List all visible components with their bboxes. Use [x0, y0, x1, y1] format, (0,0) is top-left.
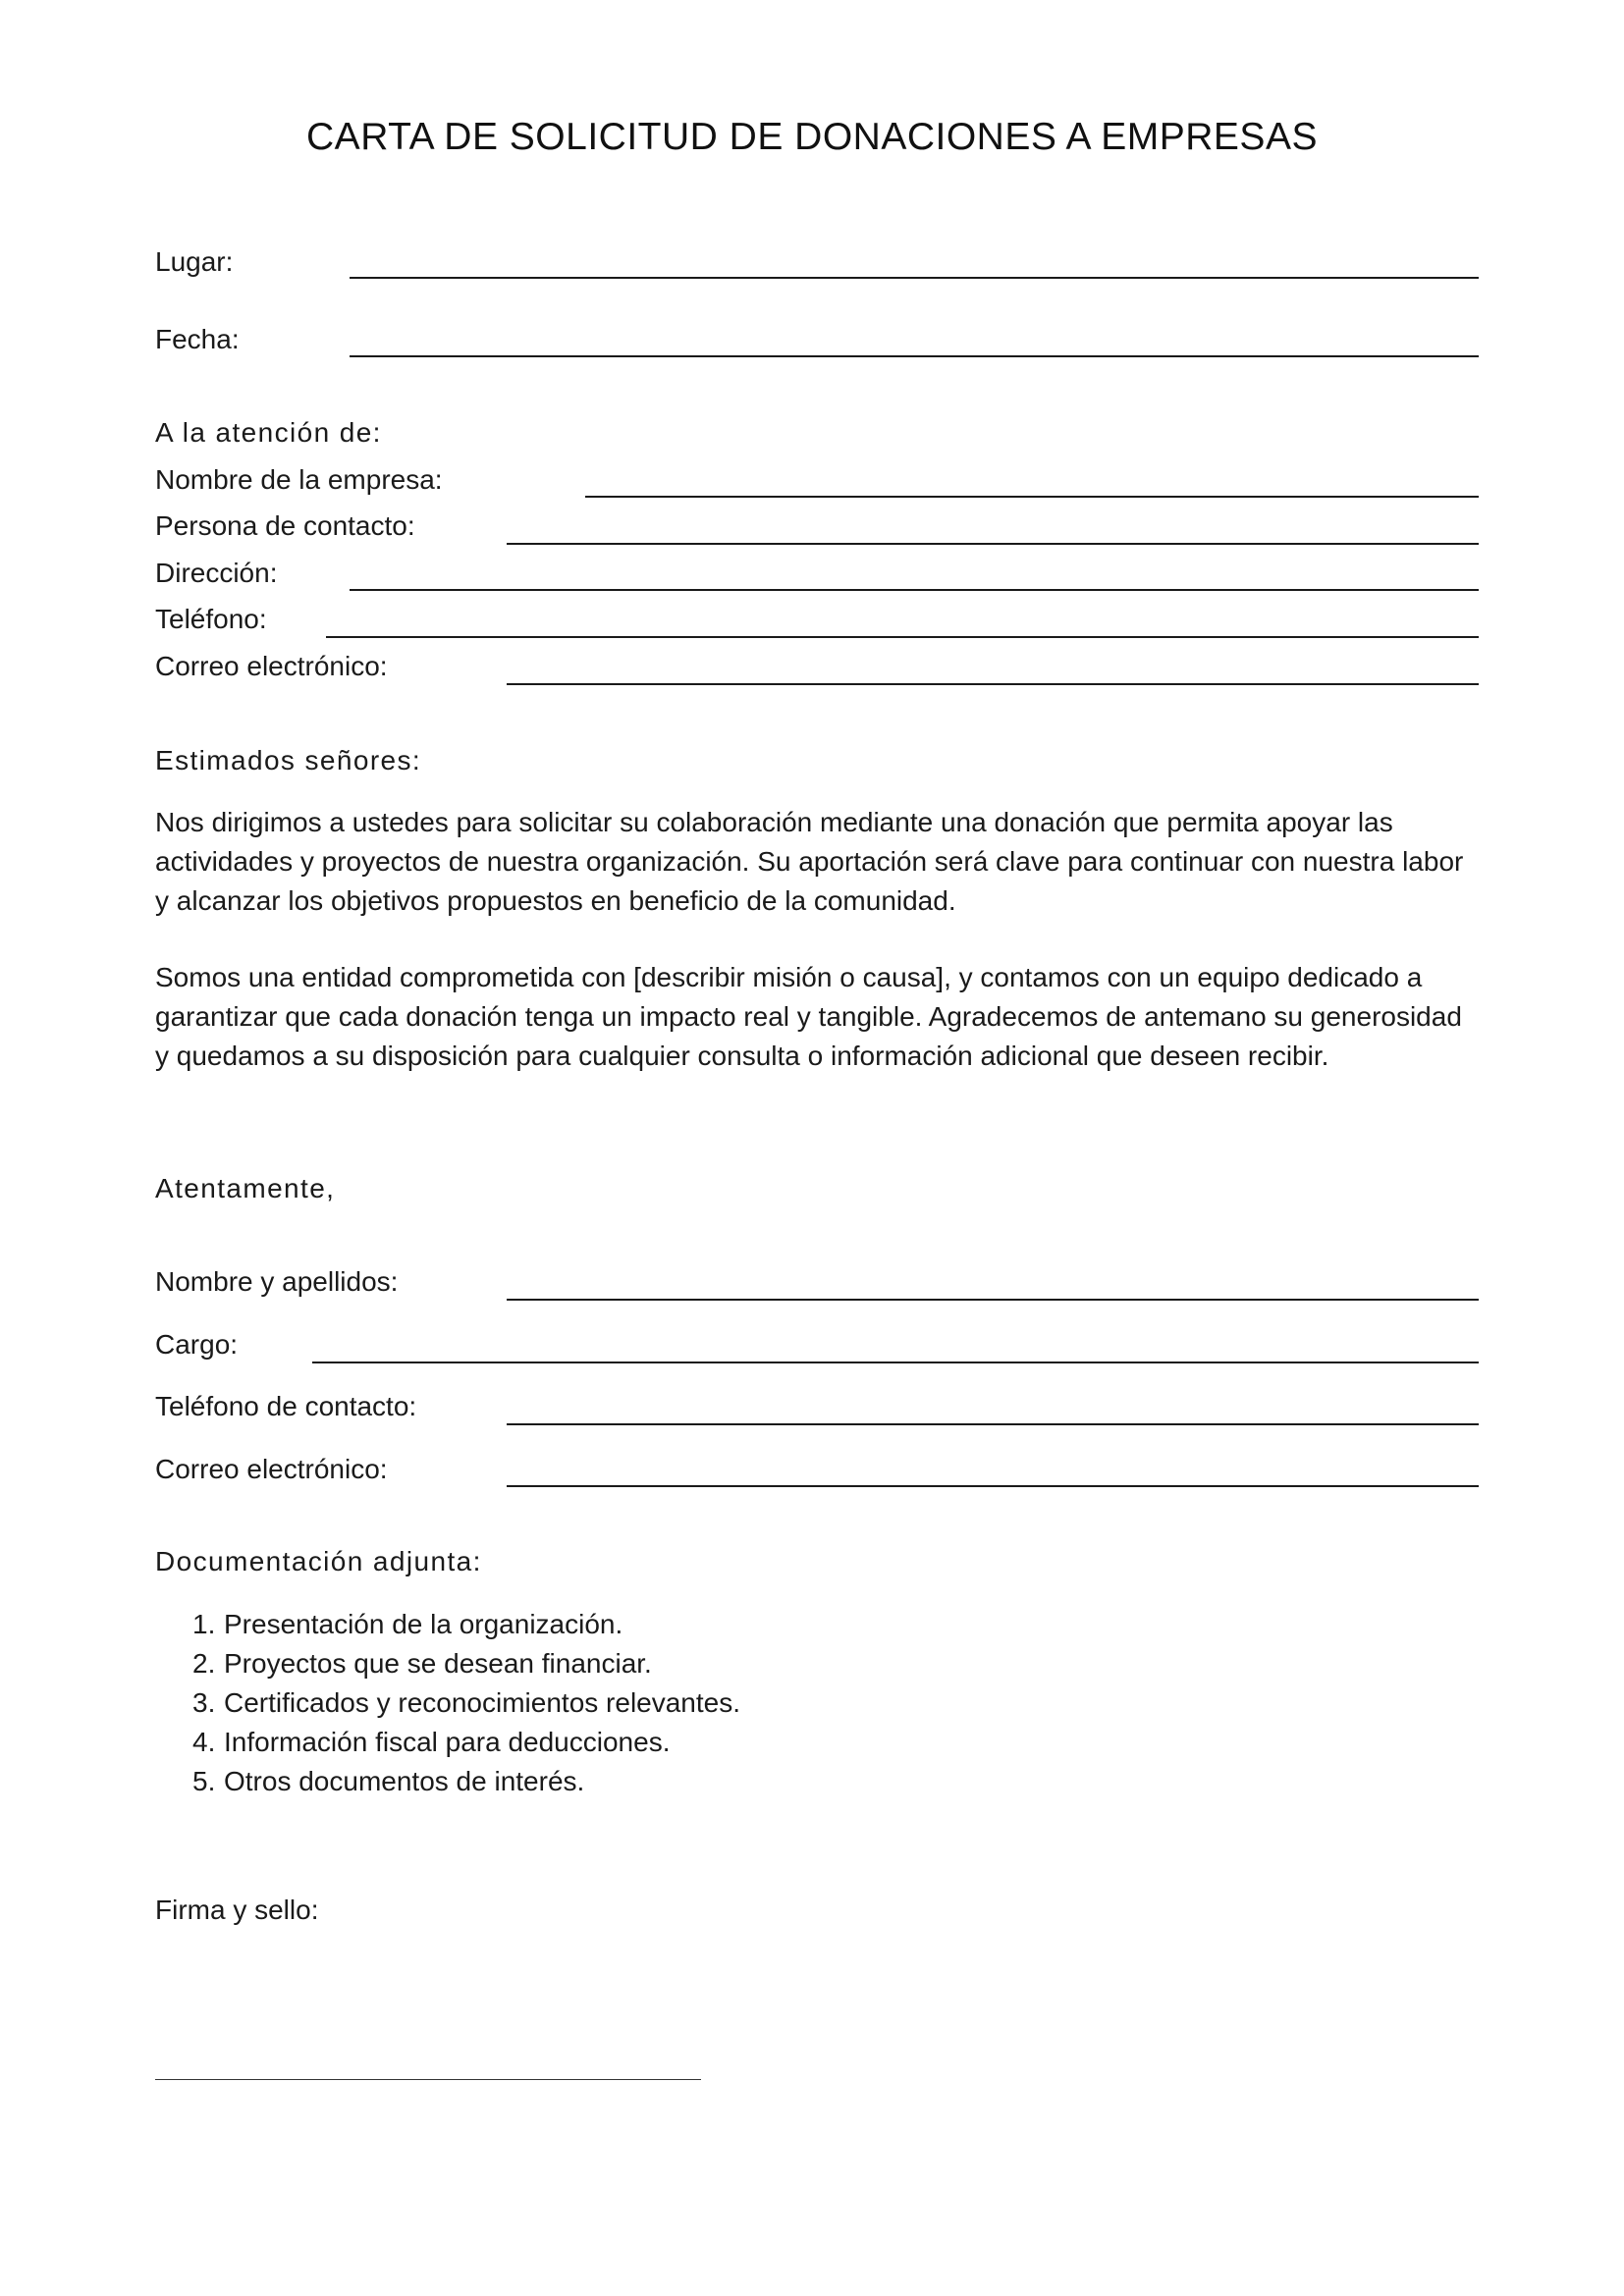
- attachment-text: Otros documentos de interés.: [224, 1766, 585, 1796]
- sender-position-label: Cargo:: [155, 1329, 239, 1360]
- greeting: Estimados señores:: [155, 745, 422, 775]
- signature-line[interactable]: [155, 2079, 701, 2080]
- attachment-number: 4.: [192, 1727, 216, 1757]
- attachment-number: 2.: [192, 1648, 216, 1679]
- attachment-number: 5.: [192, 1766, 216, 1796]
- attachment-item: [155, 1762, 740, 1801]
- place-field[interactable]: [350, 277, 1479, 279]
- phone-field[interactable]: [326, 636, 1479, 638]
- date-field[interactable]: [350, 355, 1479, 357]
- recipient-email-label: Correo electrónico:: [155, 651, 388, 681]
- attachment-number: 3.: [192, 1687, 216, 1718]
- address-label: Dirección:: [155, 558, 278, 588]
- sender-name-label: Nombre y apellidos:: [155, 1266, 399, 1297]
- date-label: Fecha:: [155, 324, 240, 354]
- body-paragraph-2-line: garantizar que cada donación tenga un impacto real y tangible. Agradecemos de antemano su generosidad: [155, 1001, 1462, 1032]
- attachment-item: [155, 1644, 740, 1683]
- contact-person-label: Persona de contacto:: [155, 510, 415, 541]
- sender-position-field[interactable]: [312, 1362, 1479, 1363]
- sender-name-field[interactable]: [507, 1299, 1479, 1301]
- sender-email-label: Correo electrónico:: [155, 1454, 388, 1484]
- closing: Atentamente,: [155, 1173, 336, 1203]
- attachment-number: 1.: [192, 1609, 216, 1639]
- sender-phone-label: Teléfono de contacto:: [155, 1391, 417, 1421]
- body-paragraph-2-line: y quedamos a su disposición para cualquier consulta o información adicional que deseen recibir.: [155, 1041, 1329, 1071]
- attachment-item: [155, 1723, 740, 1762]
- place-label: Lugar:: [155, 246, 234, 277]
- attachment-text: Proyectos que se desean financiar.: [224, 1648, 652, 1679]
- signature-label: Firma y sello:: [155, 1895, 319, 1925]
- attachment-text: Presentación de la organización.: [224, 1609, 623, 1639]
- body-paragraph-1-line: y alcanzar los objetivos propuestos en beneficio de la comunidad.: [155, 885, 956, 916]
- sender-phone-field[interactable]: [507, 1423, 1479, 1425]
- contact-person-field[interactable]: [507, 543, 1479, 545]
- company-name-label: Nombre de la empresa:: [155, 464, 443, 495]
- attachments-heading: Documentación adjunta:: [155, 1546, 482, 1576]
- recipient-email-field[interactable]: [507, 683, 1479, 685]
- body-paragraph-1: [155, 803, 1490, 921]
- body-paragraph-1-line: actividades y proyectos de nuestra organización. Su aportación será clave para continuar con nuestra labor: [155, 846, 1464, 877]
- body-paragraph-2: [155, 958, 1490, 1076]
- body-paragraph-1-line: Nos dirigimos a ustedes para solicitar su colaboración mediante una donación que permita apoyar las: [155, 807, 1393, 837]
- attachments-list: [155, 1605, 740, 1801]
- recipient-heading: A la atención de:: [155, 417, 382, 448]
- phone-label: Teléfono:: [155, 604, 267, 634]
- attachment-item: [155, 1605, 740, 1644]
- address-field[interactable]: [350, 589, 1479, 591]
- body-paragraph-2-line: Somos una entidad comprometida con [describir misión o causa], y contamos con un equipo dedicado a: [155, 962, 1423, 992]
- sender-email-field[interactable]: [507, 1485, 1479, 1487]
- page-title: CARTA DE SOLICITUD DE DONACIONES A EMPRESAS: [306, 116, 1318, 158]
- company-name-field[interactable]: [585, 496, 1479, 498]
- attachment-text: Información fiscal para deducciones.: [224, 1727, 671, 1757]
- attachment-text: Certificados y reconocimientos relevantes.: [224, 1687, 741, 1718]
- attachment-item: [155, 1683, 740, 1723]
